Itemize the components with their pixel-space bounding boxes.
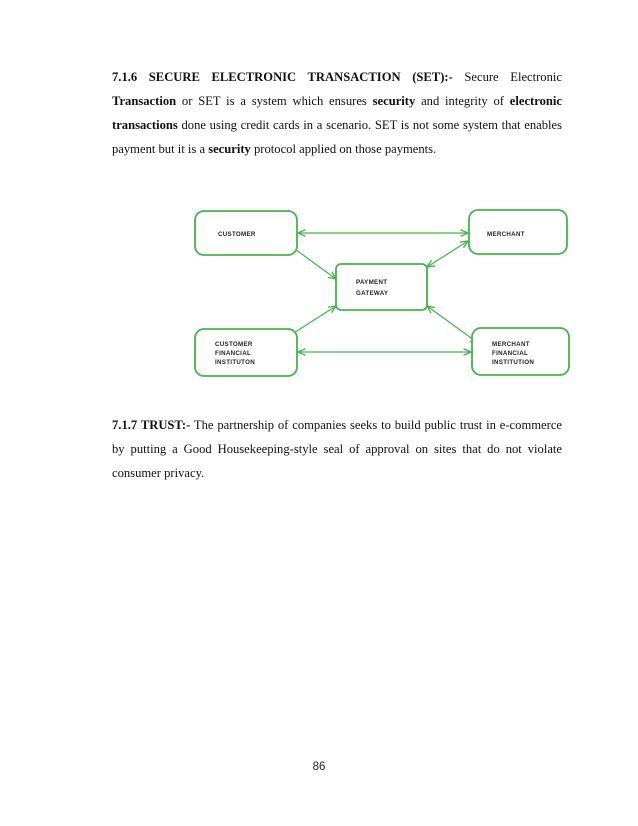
customer-financial-institution-box — [195, 329, 297, 376]
customer-fi-label-line-3: INSTITUTON — [215, 359, 256, 366]
set-bold-security-2: security — [208, 142, 251, 156]
customer-box — [195, 211, 297, 255]
merchant-financial-institution-box — [472, 328, 569, 375]
set-text-3: and integrity of — [415, 94, 510, 108]
merchant-fi-label-line-1: MERCHANT — [492, 341, 530, 348]
merchant-fi-label-line-2: FINANCIAL — [492, 350, 529, 357]
trust-paragraph — [112, 413, 562, 485]
merchant-box — [469, 210, 567, 254]
gateway-label-line-1: PAYMENT — [356, 279, 388, 286]
payment-gateway-box — [336, 264, 427, 310]
gateway-label-line-2: GATEWAY — [356, 290, 389, 297]
trust-body: The partnership of companies seeks to build public trust in e-commerce by putting a Good Housekeeping-style seal of approval on sites that do not violate consumer privacy. — [112, 418, 562, 480]
set-bold-security: security — [372, 94, 416, 108]
merchant-gateway-arrow — [427, 241, 468, 267]
set-bold-transaction: Transaction — [112, 94, 177, 108]
gateway-merchantfi-arrow — [427, 306, 478, 343]
customer-fi-label-line-1: CUSTOMER — [215, 341, 253, 348]
gateway-customerfi-arrow — [289, 306, 336, 336]
set-heading: 7.1.6 SECURE ELECTRONIC TRANSACTION (SET):- — [112, 70, 453, 84]
customer-fi-label-line-2: FINANCIAL — [215, 350, 252, 357]
set-bold-electronic-transactions: electronic transactions — [112, 94, 562, 132]
merchant-fi-label-line-3: INSTITUTION — [492, 359, 535, 366]
trust-heading: 7.1.7 TRUST:- — [112, 418, 191, 432]
set-text-1: Secure Electronic — [452, 70, 562, 84]
set-text-5: protocol applied on those payments. — [250, 142, 437, 156]
set-text-2: or SET is a system which ensures — [176, 94, 373, 108]
page-number: 86 — [312, 761, 326, 773]
merchant-label: MERCHANT — [487, 231, 525, 238]
set-text-4: done using credit cards in a scenario. SET is not some system that enables payment but it is a — [112, 118, 562, 156]
customer-label: CUSTOMER — [218, 231, 256, 238]
